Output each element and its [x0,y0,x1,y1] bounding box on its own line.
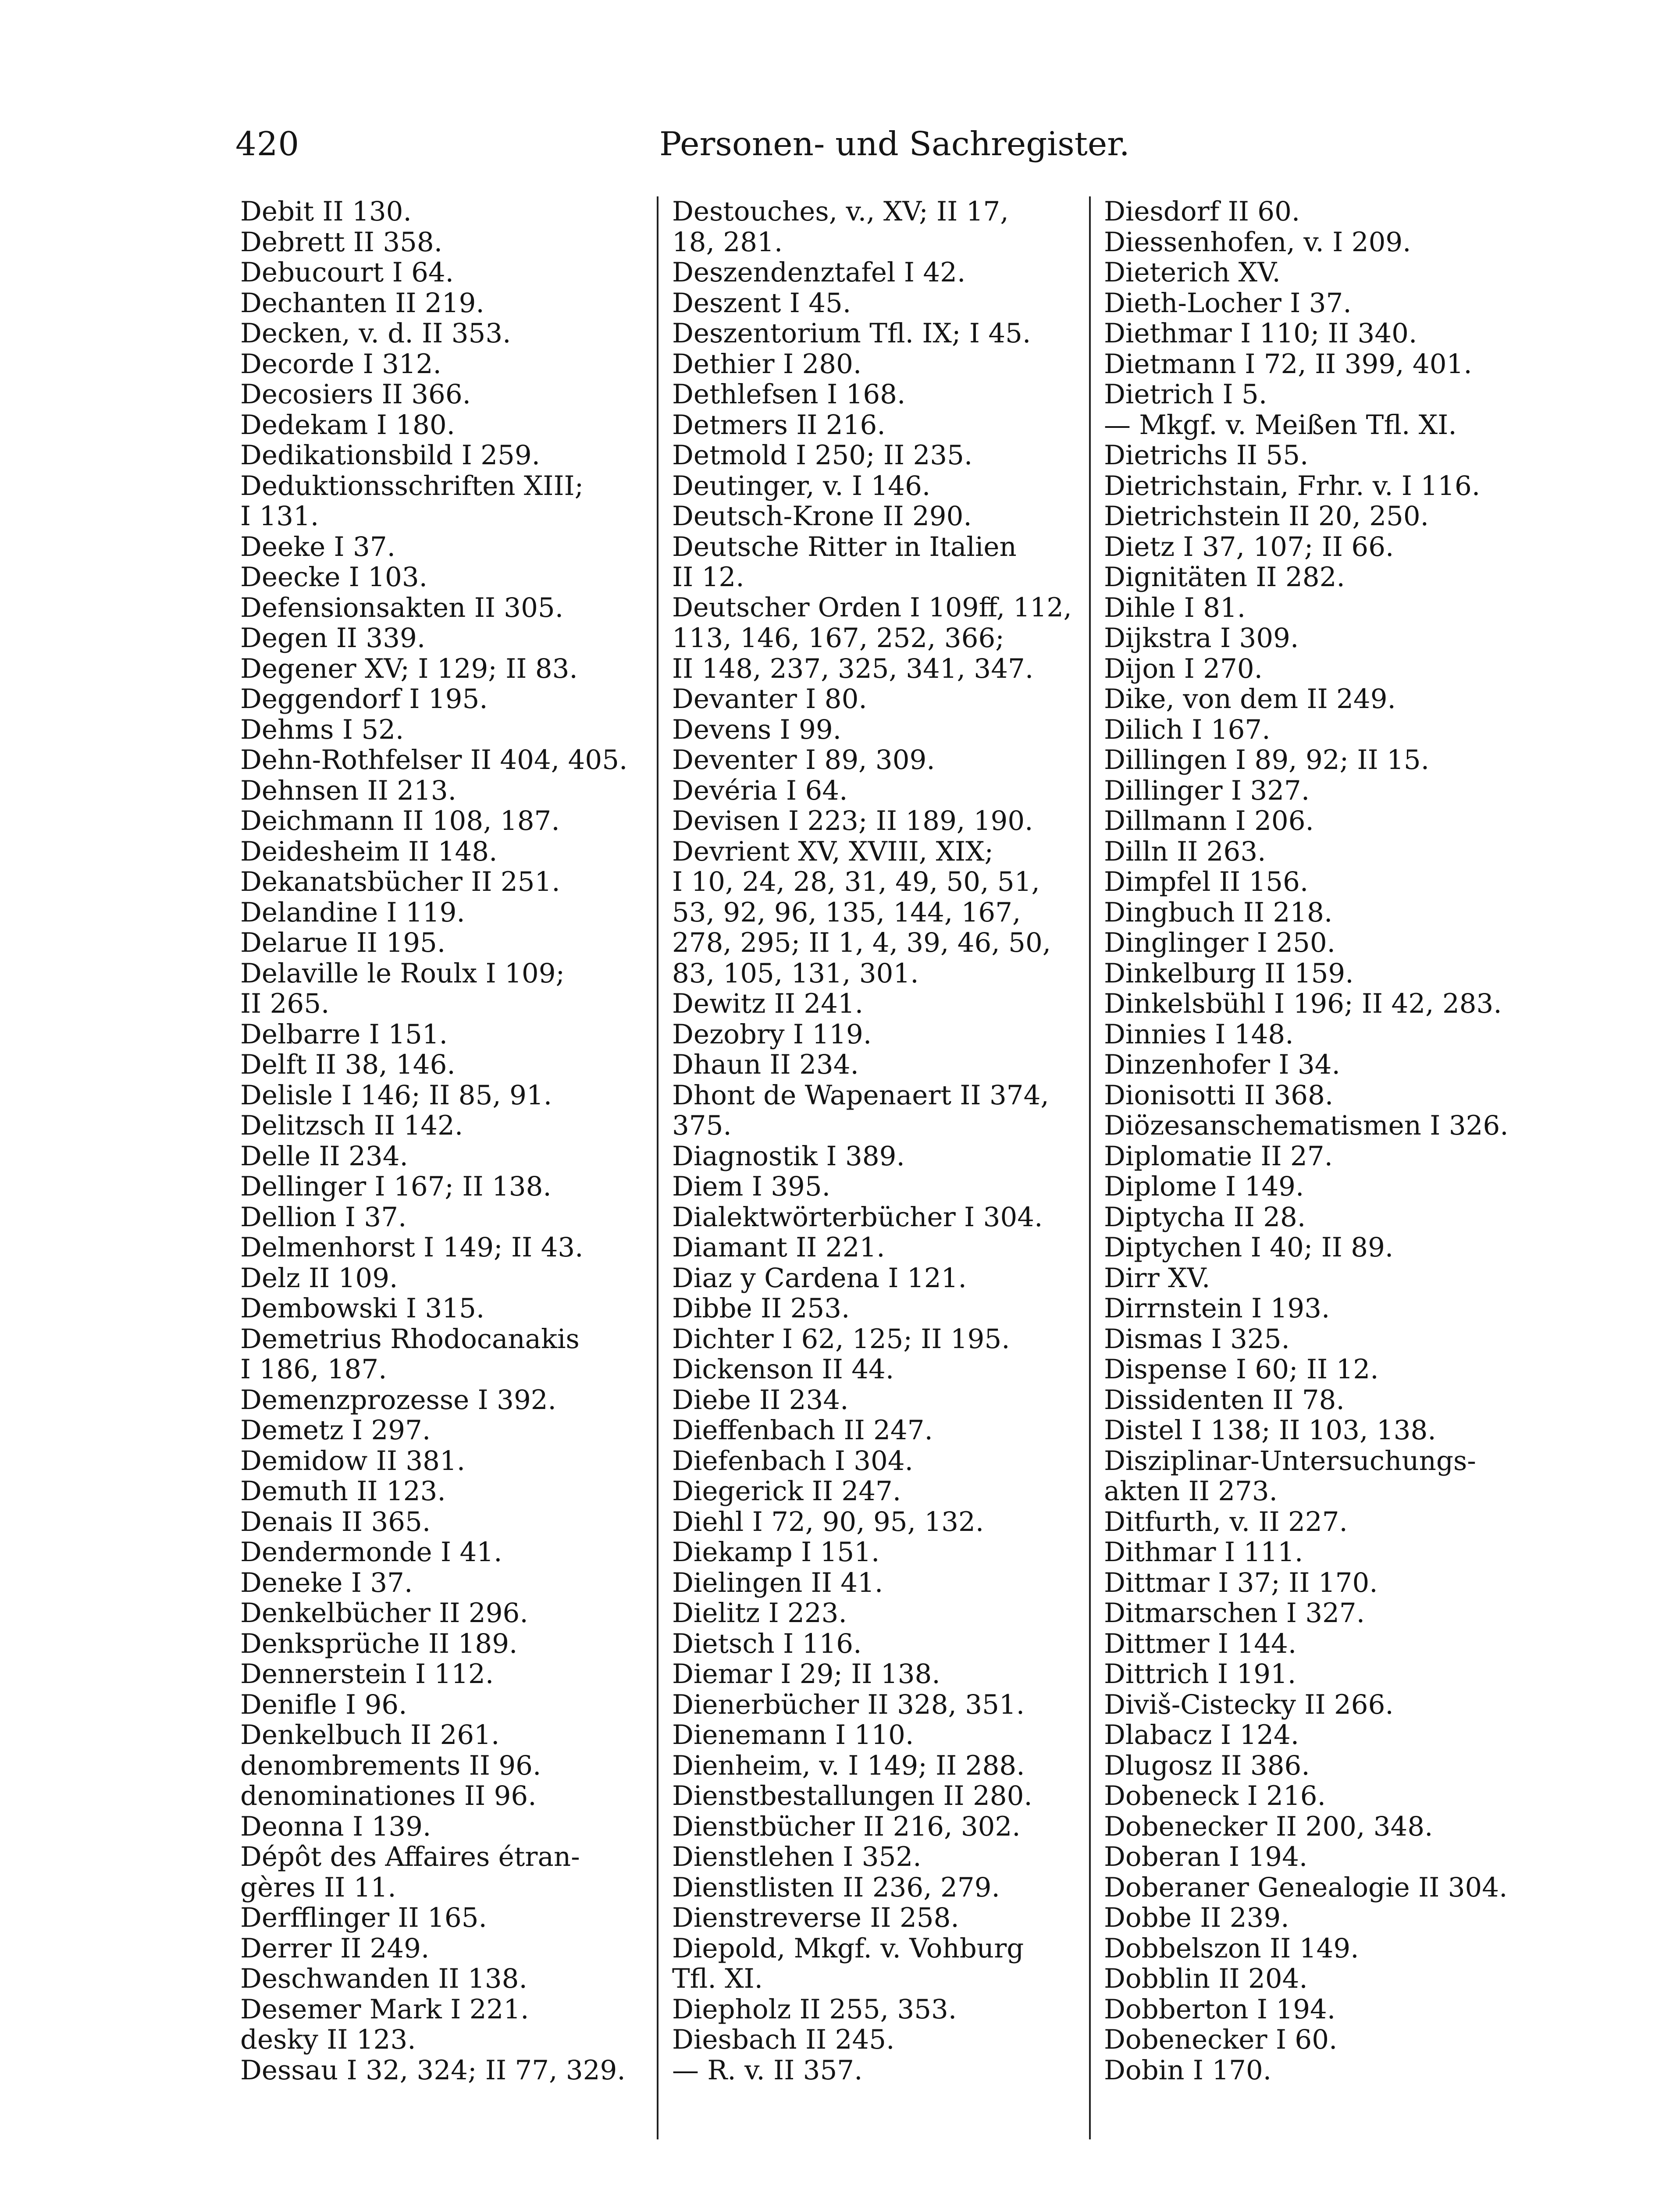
index-entry: Delaville le Roulx I 109; [240,958,565,989]
index-entry: Deggendorf I 195. [240,684,488,715]
index-entry: Dithmar I 111. [1104,1537,1303,1568]
index-entry: Desemer Mark I 221. [240,1994,529,2025]
index-entry: Doberan I 194. [1104,1842,1308,1872]
index-entry: Delft II 38, 146. [240,1050,456,1080]
index-entry: Defensionsakten II 305. [240,592,564,623]
index-entry: Ditfurth, v. II 227. [1104,1506,1348,1537]
index-entry: Denifle I 96. [240,1689,407,1720]
index-entry: Demenzprozesse I 392. [240,1384,556,1415]
index-entry: Delmenhorst I 149; II 43. [240,1232,584,1263]
index-entry: Dethlefsen I 168. [672,379,906,410]
index-entry: Dittmar I 37; II 170. [1104,1567,1378,1598]
index-entry: Dike, von dem II 249. [1104,684,1396,715]
index-entry: Dienstbücher II 216, 302. [672,1811,1021,1842]
index-entry: Deidesheim II 148. [240,836,498,867]
index-entry: Distel I 138; II 103, 138. [1104,1415,1436,1446]
index-entry: Diplomatie II 27. [1104,1141,1333,1171]
page-header [235,122,1130,170]
index-entry: I 10, 24, 28, 31, 49, 50, 51, [672,867,1040,897]
column-divider [657,196,658,2139]
index-entry: Deonna I 139. [240,1811,431,1842]
index-entry: Denksprüche II 189. [240,1628,518,1659]
index-entry: Devanter I 80. [672,684,867,715]
index-entry: Dietsch I 116. [672,1628,862,1659]
index-entry: Deventer I 89, 309. [672,745,935,776]
index-entry: Dienstreverse II 258. [672,1903,959,1933]
index-entry: 18, 281. [672,227,783,257]
index-entry: Dilln II 263. [1104,836,1266,867]
index-entry: denominationes II 96. [240,1781,537,1811]
index-entry: Diamant II 221. [672,1232,885,1263]
index-entry: Dobin I 170. [1104,2055,1272,2085]
index-entry: Diekamp I 151. [672,1537,880,1568]
index-entry: Diptycha II 28. [1104,1202,1306,1232]
index-entry: Deneke I 37. [240,1567,413,1598]
index-entry: Dillinger I 327. [1104,775,1310,806]
index-entry: Devéria I 64. [672,775,848,806]
index-entry: Derfflinger II 165. [240,1903,487,1933]
index-entry: Dobberton I 194. [1104,1994,1336,2025]
index-entry: I 186, 187. [240,1354,387,1385]
index-entry: Dietrichstein II 20, 250. [1104,501,1429,532]
index-entry: Dobeneck I 216. [1104,1781,1326,1811]
index-entry: Diefenbach I 304. [672,1445,914,1476]
index-entry: Dilich I 167. [1104,714,1271,745]
index-entry: Doberaner Genealogie II 304. [1104,1872,1508,1903]
index-entry: Delisle I 146; II 85, 91. [240,1080,552,1110]
index-entry: Dobbe II 239. [1104,1903,1289,1933]
index-entry: Diviš-Cistecky II 266. [1104,1689,1394,1720]
index-entry: Deutscher Orden I 109ff, 112, [672,592,1072,623]
index-entry: Dembowski I 315. [240,1293,485,1324]
index-entry: Dienstlehen I 352. [672,1842,922,1872]
index-entry: Dewitz II 241. [672,989,864,1019]
index-entry: Dispense I 60; II 12. [1104,1354,1379,1385]
index-entry: Denkelbuch II 261. [240,1720,500,1751]
index-entry: Dittmer I 144. [1104,1628,1297,1659]
index-entry: Dillmann I 206. [1104,806,1314,836]
index-entry: Delandine I 119. [240,897,465,928]
index-entry: Detmers II 216. [672,409,886,440]
index-entry: Dhaun II 234. [672,1050,859,1080]
index-entry: Dechanten II 219. [240,288,484,318]
index-entry: Diptychen I 40; II 89. [1104,1232,1394,1263]
index-entry: Dielitz I 223. [672,1598,847,1629]
index-entry: Dienheim, v. I 149; II 288. [672,1750,1025,1781]
index-entry: Dlabacz I 124. [1104,1720,1299,1751]
index-entry: Dienerbücher II 328, 351. [672,1689,1025,1720]
index-entry: Diözesanschematismen I 326. [1104,1110,1509,1141]
index-entry: Dobenecker I 60. [1104,2025,1338,2055]
index-entry: Diehl I 72, 90, 95, 132. [672,1506,984,1537]
index-entry: Dobblin II 204. [1104,1964,1308,1994]
index-entry: Delz II 109. [240,1263,398,1293]
index-entry: — R. v. II 357. [672,2055,863,2085]
index-entry: Destouches, v., XV; II 17, [672,196,1009,227]
index-entry: 53, 92, 96, 135, 144, 167, [672,897,1021,928]
index-entry: Diepold, Mkgf. v. Vohburg [672,1933,1024,1964]
index-entry: Dekanatsbücher II 251. [240,867,560,897]
index-entry: Deichmann II 108, 187. [240,806,560,836]
index-entry: Dittrich I 191. [1104,1659,1296,1690]
index-entry: Deutinger, v. I 146. [672,470,931,501]
index-entry: Dihle I 81. [1104,592,1246,623]
index-column-2 [672,196,1078,2139]
index-entry: Detmold I 250; II 235. [672,440,973,471]
index-entry: Dendermonde I 41. [240,1537,502,1568]
index-entry: Dimpfel II 156. [1104,867,1309,897]
index-entry: Dehnsen II 213. [240,775,457,806]
index-entry: Diegerick II 247. [672,1476,901,1507]
index-entry: Dignitäten II 282. [1104,562,1345,593]
index-entry: Diesdorf II 60. [1104,196,1300,227]
index-entry: Dijon I 270. [1104,653,1263,684]
index-entry: Dhont de Wapenaert II 374, [672,1080,1049,1110]
index-entry: Dellinger I 167; II 138. [240,1171,552,1202]
index-entry: Dieth-Locher I 37. [1104,288,1352,318]
index-entry: Dietrich I 5. [1104,379,1267,410]
index-entry: Tfl. XI. [672,1964,763,1994]
index-entry: Dinglinger I 250. [1104,928,1336,958]
index-entry: Deutsche Ritter in Italien [672,531,1017,562]
index-entry: Deecke I 103. [240,562,428,593]
index-entry: Dirrnstein I 193. [1104,1293,1330,1324]
index-entry: Dieffenbach II 247. [672,1415,933,1446]
index-entry: Dietz I 37, 107; II 66. [1104,531,1394,562]
index-entry: Decken, v. d. II 353. [240,318,511,349]
index-entry: Dietrichstain, Frhr. v. I 116. [1104,470,1481,501]
index-entry: Degener XV; I 129; II 83. [240,653,578,684]
index-entry: Dobbelszon II 149. [1104,1933,1359,1964]
index-entry: Dehms I 52. [240,714,404,745]
index-entry: Diethmar I 110; II 340. [1104,318,1417,349]
index-entry: Deszendenztafel I 42. [672,257,966,288]
index-entry: Demetrius Rhodocanakis [240,1324,580,1354]
index-entry: Dinkelburg II 159. [1104,958,1354,989]
index-entry: Denais II 365. [240,1506,431,1537]
index-entry: Devisen I 223; II 189, 190. [672,806,1033,836]
index-entry: Denkelbücher II 296. [240,1598,528,1629]
index-entry: Demidow II 381. [240,1445,466,1476]
index-entry: Ditmarschen I 327. [1104,1598,1365,1629]
index-column-3 [1104,196,1509,2139]
index-entry: I 131. [240,501,319,532]
index-entry: Dienstlisten II 236, 279. [672,1872,1000,1903]
index-entry: Dienemann I 110. [672,1720,914,1751]
index-entry: Dethier I 280. [672,349,862,379]
index-entry: Dedikationsbild I 259. [240,440,541,471]
column-divider [1089,196,1091,2139]
index-entry: Degen II 339. [240,623,426,654]
index-entry: Diepholz II 255, 353. [672,1994,957,2025]
index-entry: Dingbuch II 218. [1104,897,1333,928]
index-entry: 83, 105, 131, 301. [672,958,919,989]
index-entry: Debit II 130. [240,196,412,227]
index-entry: II 12. [672,562,744,593]
index-entry: Deduktionsschriften XIII; [240,470,584,501]
index-entry: Dickenson II 44. [672,1354,894,1385]
index-entry: Dionisotti II 368. [1104,1080,1334,1110]
index-entry: Dielingen II 41. [672,1567,883,1598]
index-entry: Demetz I 297. [240,1415,431,1446]
index-entry: Dissidenten II 78. [1104,1384,1345,1415]
index-entry: Dialektwörterbücher I 304. [672,1202,1043,1232]
index-entry: Dessau I 32, 324; II 77, 329. [240,2055,626,2085]
index-entry: Dinkelsbühl I 196; II 42, 283. [1104,989,1502,1019]
index-entry: Dijkstra I 309. [1104,623,1299,654]
index-entry: Dezobry I 119. [672,1019,872,1050]
index-entry: Dieterich XV. [1104,257,1281,288]
index-entry: Delle II 234. [240,1141,408,1171]
index-entry: desky II 123. [240,2025,416,2055]
index-entry: 113, 146, 167, 252, 366; [672,623,1004,654]
index-entry: Dinnies I 148. [1104,1019,1294,1050]
index-entry: Dibbe II 253. [672,1293,850,1324]
index-entry: Dichter I 62, 125; II 195. [672,1324,1010,1354]
index-entry: Debucourt I 64. [240,257,454,288]
index-entry: Deszentorium Tfl. IX; I 45. [672,318,1031,349]
index-entry: Dirr XV. [1104,1263,1210,1293]
index-entry: Deszent I 45. [672,288,851,318]
index-entry: Deeke I 37. [240,531,396,562]
index-entry: Deutsch-Krone II 290. [672,501,972,532]
index-entry: 278, 295; II 1, 4, 39, 46, 50, [672,928,1051,958]
index-entry: Diemar I 29; II 138. [672,1659,940,1690]
index-entry: Delitzsch II 142. [240,1110,463,1141]
index-entry: Dehn-Rothfelser II 404, 405. [240,745,628,776]
index-entry: Derrer II 249. [240,1933,430,1964]
index-entry: Dillingen I 89, 92; II 15. [1104,745,1430,776]
index-entry: Disziplinar-Untersuchungs- [1104,1445,1476,1476]
index-entry: II 265. [240,989,330,1019]
index-entry: 375. [672,1110,732,1141]
index-entry: Debrett II 358. [240,227,443,257]
index-entry: Diplome I 149. [1104,1171,1304,1202]
index-entry: gères II 11. [240,1872,396,1903]
index-entry: Diagnostik I 389. [672,1141,905,1171]
index-entry: Diebe II 234. [672,1384,849,1415]
index-entry: Dépôt des Affaires étran- [240,1842,580,1872]
index-entry: Decosiers II 366. [240,379,471,410]
index-entry: Dietrichs II 55. [1104,440,1309,471]
index-entry: Delarue II 195. [240,928,446,958]
index-entry: — Mkgf. v. Meißen Tfl. XI. [1104,409,1457,440]
index-entry: Dinzenhofer I 34. [1104,1050,1340,1080]
index-entry: Dobenecker II 200, 348. [1104,1811,1433,1842]
index-entry: Diessenhofen, v. I 209. [1104,227,1411,257]
index-entry: Delbarre I 151. [240,1019,448,1050]
index-entry: Dennerstein I 112. [240,1659,494,1690]
index-entry: Dlugosz II 386. [1104,1750,1310,1781]
index-entry: Diesbach II 245. [672,2025,895,2055]
index-entry: Deschwanden II 138. [240,1964,527,1994]
index-entry: Dellion I 37. [240,1202,407,1232]
index-entry: Devrient XV, XVIII, XIX; [672,836,994,867]
index-entry: II 148, 237, 325, 341, 347. [672,653,1034,684]
index-entry: Decorde I 312. [240,349,441,379]
page-number: 420 [235,125,300,163]
index-entry: Demuth II 123. [240,1476,446,1507]
index-entry: Devens I 99. [672,714,842,745]
index-column-1 [240,196,646,2139]
running-title: Personen- und Sachregister. [659,125,1130,163]
index-entry: Dietmann I 72, II 399, 401. [1104,349,1472,379]
index-entry: Dienstbestallungen II 280. [672,1781,1032,1811]
index-entry: akten II 273. [1104,1476,1278,1507]
index-entry: denombrements II 96. [240,1750,541,1781]
index-entry: Diem I 395. [672,1171,831,1202]
index-entry: Dismas I 325. [1104,1324,1290,1354]
index-entry: Dedekam I 180. [240,409,456,440]
index-entry: Diaz y Cardena I 121. [672,1263,967,1293]
